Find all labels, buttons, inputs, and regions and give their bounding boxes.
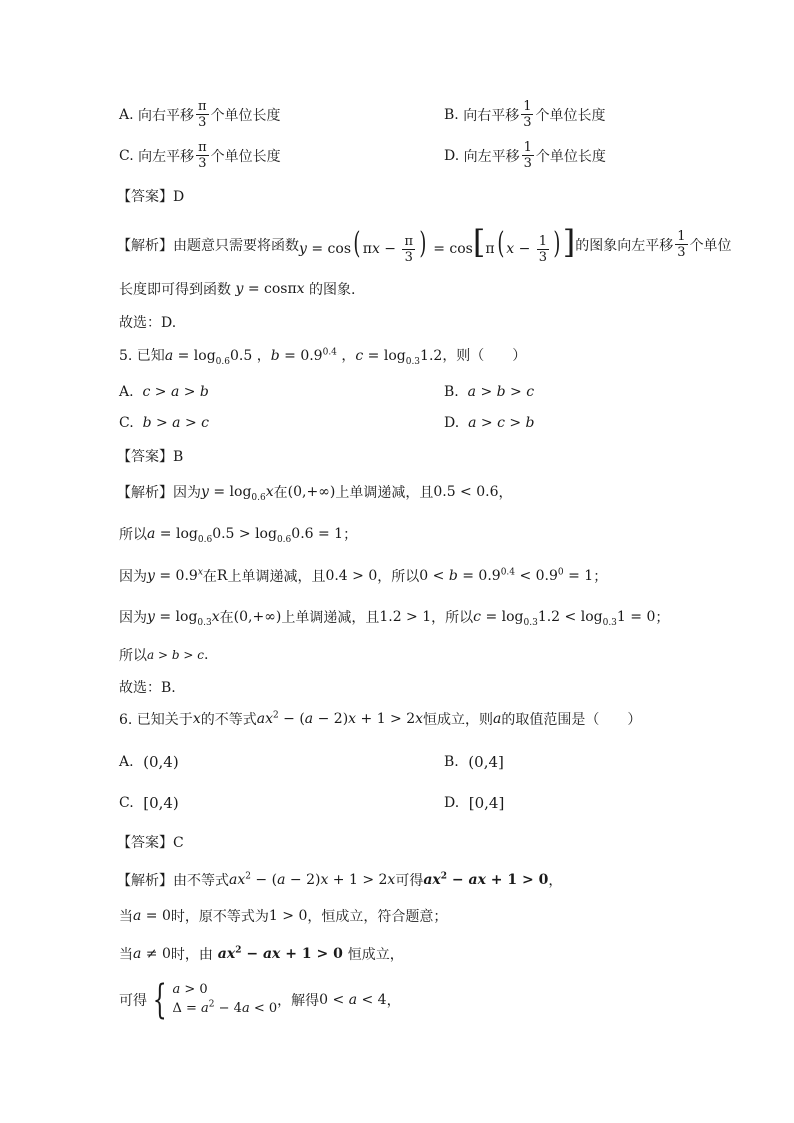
option-label: D.	[444, 415, 460, 431]
math-expr: $a = \log_{0.6}0.5 > \log_{0.6}0.6 = 1$	[147, 526, 344, 545]
q4-option-d[interactable]: D. 向左平移 $\frac{1}{3}$ 个单位长度	[444, 140, 606, 171]
math-expr: $ax^2 - (a - 2)x + 1 > 2x$	[229, 871, 396, 888]
option-label: C.	[119, 415, 134, 431]
q6-analysis-line-4: 可得 { a > 0 $\Delta = a^2 - 4a < 0$ ，解得 0 < a < 4 ，	[119, 977, 401, 1023]
math-expr: y = cosπx	[235, 281, 305, 297]
fraction: $\frac{\pi}{3}$	[198, 99, 207, 130]
math-expr: $y = 0.9^x$	[147, 567, 203, 584]
math-expr: $a = \log_{0.6}0.5$ ，$b = 0.9^{0.4}$ ，$c = \log_{0.3}1.2$	[164, 347, 443, 367]
math-expr: (0,+∞)	[233, 609, 282, 625]
math-expr: R	[216, 568, 228, 584]
math-expr: $y = \log_{0.6}x$	[201, 484, 274, 503]
q5-analysis-line-4: 因为 $y = \log_{0.3}x$ 在 (0,+∞) 上单调递减，且 1.2 > 1 ，所以 $c = \log_{0.3}1.2 < \log_{0.3}1 = 0$ ；	[119, 609, 670, 628]
q6-option-a[interactable]: A. (0,4)	[119, 753, 179, 771]
option-label: B.	[444, 384, 459, 400]
q5-option-c[interactable]: C. b > a > c	[119, 415, 209, 431]
math-expr: $y = \log_{0.3}x$	[147, 609, 220, 628]
system-of-inequalities: { a > 0 $\Delta = a^2 - 4a < 0$	[152, 977, 278, 1023]
math-expr: 0.5 < 0.6	[433, 484, 499, 500]
q5-option-b[interactable]: B. a > b > c	[444, 384, 535, 400]
option-label: C.	[119, 795, 134, 811]
option-label: A.	[119, 754, 134, 770]
q5-option-a[interactable]: A. c > a > b	[119, 384, 209, 400]
fraction: $\frac{1}{3}$	[677, 229, 686, 261]
q4-analysis-line-1: 【解析】 由题意只需要将函数 y = cos( πx − $\frac{\pi}{3}$ ) = cos[π( x − $\frac{1}{3}$ )] 的图象向左平移 $\frac{1}{3}$ 个单位	[117, 223, 732, 265]
fraction: $\frac{1}{3}$	[523, 99, 532, 130]
q6-option-d[interactable]: D. [0,4]	[444, 794, 505, 812]
q4-option-c[interactable]: C. 向左平移 $\frac{\pi}{3}$ 个单位长度	[119, 140, 281, 171]
option-label: B.	[444, 106, 459, 123]
option-label: D.	[444, 147, 460, 164]
q4-conclusion: 故选：D.	[119, 315, 177, 331]
q5-conclusion: 故选：B.	[119, 680, 176, 696]
math-expr: a = 0	[133, 908, 171, 924]
math-expr: 0 < a < 4	[319, 992, 387, 1008]
q6-analysis-line-3: 当 a ≠ 0 时，由 $ax^2$ − ax + 1 > 0 恒成立，	[119, 945, 404, 963]
q5-analysis-line-1: 【解析】 因为 $y = \log_{0.6}x$ 在 (0,+∞) 上单调递减，且 0.5 < 0.6 ，	[117, 484, 513, 503]
option-label: D.	[444, 795, 460, 811]
q5-option-d[interactable]: D. a > c > b	[444, 415, 535, 431]
fraction: $\frac{1}{3}$	[523, 140, 532, 171]
q6-option-c[interactable]: C. [0,4)	[119, 794, 179, 812]
math-expr: (0,+∞)	[287, 484, 336, 500]
fraction: $\frac{\pi}{3}$	[198, 140, 207, 171]
q5-analysis-line-3: 因为 $y = 0.9^x$ 在 R 上单调递减，且 0.4 > 0 ，所以 $0 < b = 0.9^{0.4} < 0.9^0 = 1$ ；	[119, 567, 608, 585]
math-expr: a	[493, 711, 502, 727]
q5-answer: 【答案】B	[117, 449, 184, 465]
math-expr: $c = \log_{0.3}1.2 < \log_{0.3}1 = 0$	[473, 609, 656, 628]
math-expr: $ax^2 - (a - 2)x + 1 > 2x$	[256, 710, 424, 727]
math-expr: $ax^2$ − ax + 1 > 0	[423, 871, 549, 888]
math-expr: 1.2 > 1	[379, 609, 432, 625]
option-label: A.	[119, 384, 134, 400]
q5-stem: 5. 已知 $a = \log_{0.6}0.5$ ，$b = 0.9^{0.4}$ ，$c = \log_{0.3}1.2$ ，则（ ）	[119, 345, 526, 365]
q4-option-a[interactable]: A. 向右平移 $\frac{\pi}{3}$ 个单位长度	[119, 99, 281, 130]
q6-analysis-line-1: 【解析】 由不等式 $ax^2 - (a - 2)x + 1 > 2x$ 可得 $ax^2$ − ax + 1 > 0 ，	[117, 871, 563, 889]
q6-stem: 6. 已知关于 x 的不等式 $ax^2 - (a - 2)x + 1 > 2x$ 恒成立，则 a 的取值范围是（ ）	[119, 710, 642, 728]
q4-analysis-line-2: 长度即可得到函数 y = cosπx 的图象.	[119, 281, 356, 298]
q6-analysis-line-2: 当 a = 0 时，原不等式为 1 > 0 ，恒成立，符合题意；	[119, 908, 448, 925]
math-expr: y = cos( πx − $\frac{\pi}{3}$ ) = cos[π( x − $\frac{1}{3}$ )]	[299, 223, 576, 265]
q6-option-b[interactable]: B. (0,4]	[444, 753, 504, 771]
math-expr: $ax^2$ − ax + 1 > 0	[217, 945, 348, 962]
math-expr: a > b > c	[147, 648, 204, 662]
math-expr: 1 > 0	[268, 908, 308, 924]
option-label: C.	[119, 147, 134, 164]
option-label: B.	[444, 754, 459, 770]
math-expr: 0.4 > 0	[325, 568, 378, 584]
math-expr: a ≠ 0	[133, 946, 171, 962]
q4-option-b[interactable]: B. 向右平移 $\frac{1}{3}$ 个单位长度	[444, 99, 606, 130]
math-expr: x	[192, 711, 201, 727]
q4-answer: 【答案】D	[117, 189, 185, 205]
q5-analysis-line-2: 所以 $a = \log_{0.6}0.5 > \log_{0.6}0.6 = 1$ ；	[119, 526, 358, 545]
option-label: A.	[119, 106, 134, 123]
math-expr: $0 < b = 0.9^{0.4} < 0.9^0 = 1$	[419, 567, 594, 584]
q6-answer: 【答案】C	[117, 835, 184, 851]
q5-analysis-line-5: 所以 a > b > c .	[119, 647, 209, 664]
